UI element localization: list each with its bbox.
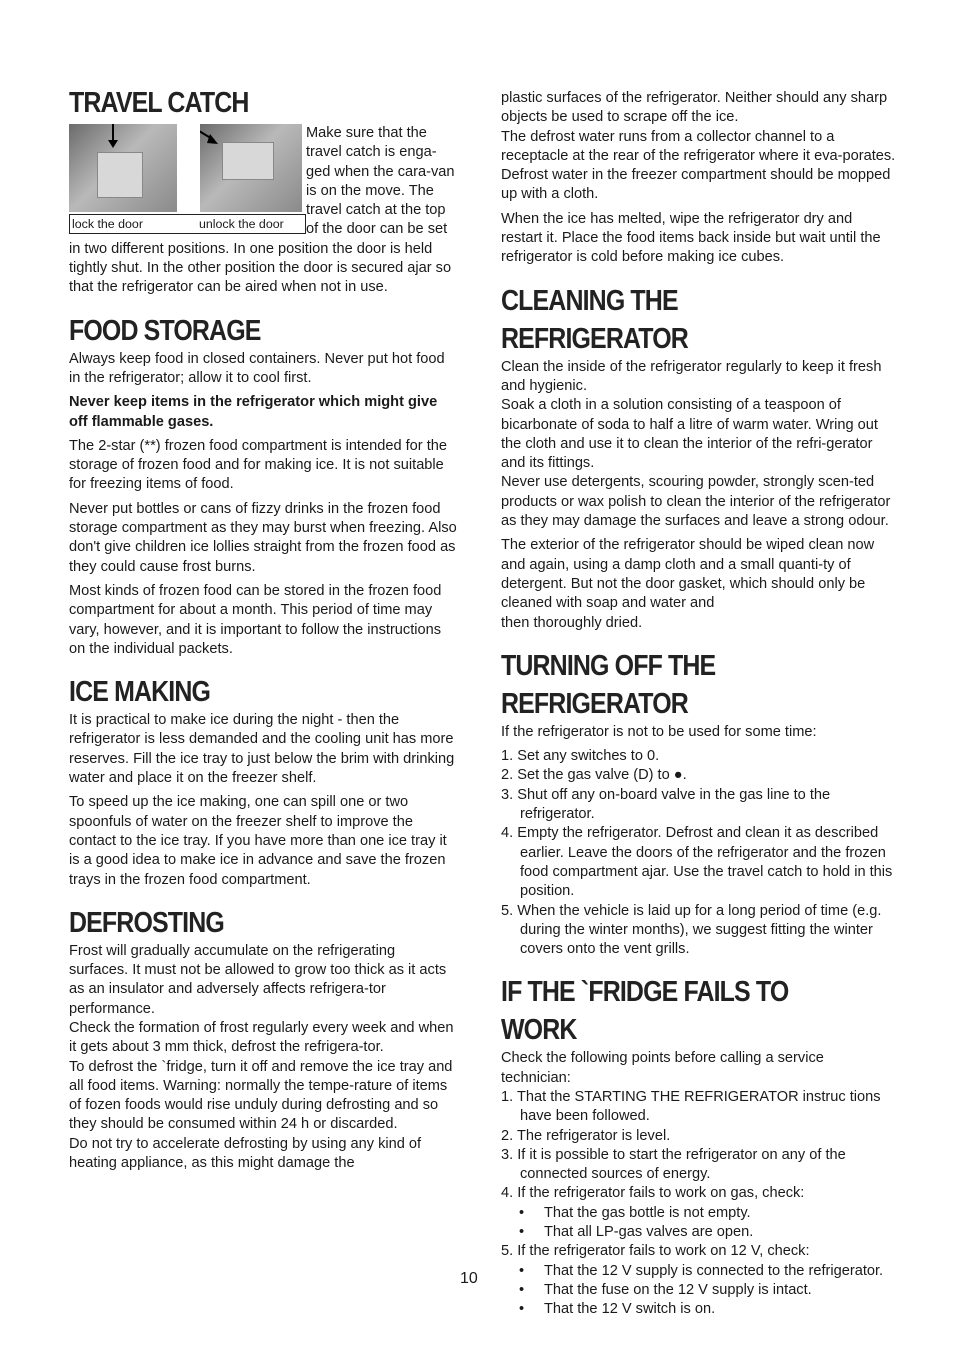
defrosting-p4: Do not try to accelerate defrosting by using any kind of heating appliance, as this might damage the (69, 1135, 422, 1172)
fails-steps (501, 1088, 897, 1204)
list-item: 2. Set the gas valve (D) to ●. (501, 767, 687, 784)
fails-step5 (501, 1242, 897, 1261)
defrosting-p3: To defrost the `fridge, turn it off and remove the ice tray and all food items. Warning: normally the tempe-rature of items of fozen foods would rise unduly during defrosting and so they should be consumed within 24 h or discarded. (69, 1058, 453, 1133)
defrosting-p2: Check the formation of frost regularly every week and when it gets about 3 mm thick, defrost the refrigera-tor. (69, 1019, 454, 1056)
cleaning-p1: Clean the inside of the refrigerator regularly to keep it fresh and hygienic. (501, 358, 882, 394)
unlock-door-photo (200, 124, 302, 212)
fails-heading: IF THE `FRIDGE FAILS TO WORK (501, 976, 789, 1047)
list-item: 1. Set any switches to 0. (501, 748, 660, 765)
defrosting-p7: When the ice has melted, wipe the refrigerator dry and restart it. Place the food items back inside but wait until the refrigerator is cold before making ice cubes. (501, 210, 881, 266)
cleaning-p3: Never use detergents, scouring powder, strongly scen-ted products or wax polish to clean the interior of the refrigerator as they may damage the surfaces and leave a strong odour. (501, 474, 891, 530)
cleaning-p5: then thoroughly dried. (501, 614, 643, 631)
defrosting-p5: plastic surfaces of the refrigerator. Neither should any sharp objects be used to scrape off the ice. (501, 90, 888, 126)
arrow-down-icon (69, 124, 177, 212)
defrosting-heading: DEFROSTING (69, 906, 224, 939)
food-storage-p5: Most kinds of frozen food can be stored in the frozen food compartment for about a month. This period of time may vary, however, and it is important to follow the instructions on the individual packets. (69, 582, 442, 657)
food-storage-warning: Never keep items in the refrigerator which might give off flammable gases. (69, 394, 438, 430)
ice-making-p1: It is practical to make ice during the night - then the refrigerator is less demanded and the cooling unit has more reserves. Fill the ice tray to just below the brim with drinking water and place it on the freezer shelf. (69, 712, 455, 787)
food-storage-p4: Never put bottles or cans of fizzy drinks in the frozen food storage compartment as they may burst when freezing. Also don't give children ice lollies straight from the frozen food as they could cause frost burns. (69, 500, 457, 575)
left-column (69, 84, 457, 1173)
list-item: 5. When the vehicle is laid up for a long period of time (e.g. during the winter months), we suggest fitting the winter covers onto the vent grills. (501, 902, 882, 958)
food-storage-p3: The 2-star (**) frozen food compartment is intended for the storage of frozen food and for making ice. It is not suitable for freezing items of food. (69, 437, 447, 493)
right-column (501, 89, 897, 1320)
travel-catch-section (69, 124, 457, 298)
arrow-diagonal-icon (200, 124, 302, 212)
list-item: 5. If the refrigerator fails to work on 12 V, check: (501, 1243, 810, 1260)
travel-catch-photos (69, 124, 306, 238)
food-storage-heading: FOOD STORAGE (69, 314, 261, 347)
caption-unlock: unlock the door (199, 217, 284, 231)
food-storage-p1: Always keep food in closed containers. Never put hot food in the refrigerator; allow it to cool first. (69, 350, 445, 386)
list-item: 2. The refrigerator is level. (501, 1127, 671, 1144)
travel-catch-text: Make sure that the travel catch is enga-ged when the cara-van is on the move. The travel catch at the top of the door can be set in two different positions. In one position the door is held tightly shut. In the other position the door is secured ajar so that the refrigerator can be aired when not in use. (69, 125, 455, 296)
list-item: • That the 12 V switch is on. (501, 1300, 897, 1319)
list-item: 3. If it is possible to start the refrigerator on any of the connected sources of energy. (501, 1146, 846, 1183)
list-item: 4. If the refrigerator fails to work on gas, check: (501, 1185, 805, 1202)
cleaning-p2: Soak a cloth in a solution consisting of a teaspoon of bicarbonate of soda to half a litre of warm water. Wring out the cloth and use it to clean the interior of the refri-gerator and its fittings. (501, 397, 878, 472)
cleaning-heading: CLEANING THE REFRIGERATOR (501, 284, 688, 355)
v12-checks (501, 1262, 897, 1320)
fails-intro: Check the following points before calling a service technician: (501, 1050, 824, 1086)
list-item: 1. That the STARTING THE REFRIGERATOR instruc tions have been followed. (501, 1088, 881, 1125)
page-number: 10 (460, 1270, 478, 1287)
turning-off-intro: If the refrigerator is not to be used for some time: (501, 723, 817, 740)
list-item: • That all LP-gas valves are open. (501, 1223, 897, 1242)
photo-caption (69, 214, 306, 234)
caption-lock: lock the door (72, 217, 143, 231)
list-item: • That the 12 V supply is connected to the refrigerator. (501, 1262, 897, 1281)
list-item: • That the fuse on the 12 V supply is intact. (501, 1281, 897, 1300)
ice-making-p2: To speed up the ice making, one can spill one or two spoonfuls of water on the freezer shelf to improve the contact to the ice tray. If you have more than one ice tray it is a good idea to make ice in advance and save the frozen trays in the frozen food compartment. (69, 794, 447, 888)
defrosting-p1: Frost will gradually accumulate on the refrigerating surfaces. It must not be allowed to grow too thick as it acts as an insulator and adversely affects refrigera-tor performance. (69, 942, 447, 1017)
list-item: 3. Shut off any on-board valve in the gas line to the refrigerator. (501, 786, 831, 823)
defrosting-p6: The defrost water runs from a collector channel to a receptacle at the rear of the refrigerator where it eva-porates. Defrost water in the freezer compartment should be mopped up with a cloth. (501, 128, 896, 203)
ice-making-heading: ICE MAKING (69, 676, 211, 709)
gas-checks (501, 1204, 897, 1243)
list-item: • That the gas bottle is not empty. (501, 1204, 897, 1223)
list-item: 4. Empty the refrigerator. Defrost and clean it as described earlier. Leave the doors of the refrigerator and the frozen food compartment ajar. Use the travel catch to hold in this position. (501, 825, 893, 900)
turning-off-steps (501, 747, 897, 959)
lock-door-photo (69, 124, 177, 212)
cleaning-p4: The exterior of the refrigerator should be wiped clean now and again, using a damp cloth and a small quanti-ty of detergent. But not the door gasket, which should only be cleaned with soap and water and (501, 537, 875, 612)
turning-off-heading: TURNING OFF THE REFRIGERATOR (501, 649, 716, 720)
travel-catch-heading: TRAVEL CATCH (69, 87, 249, 119)
